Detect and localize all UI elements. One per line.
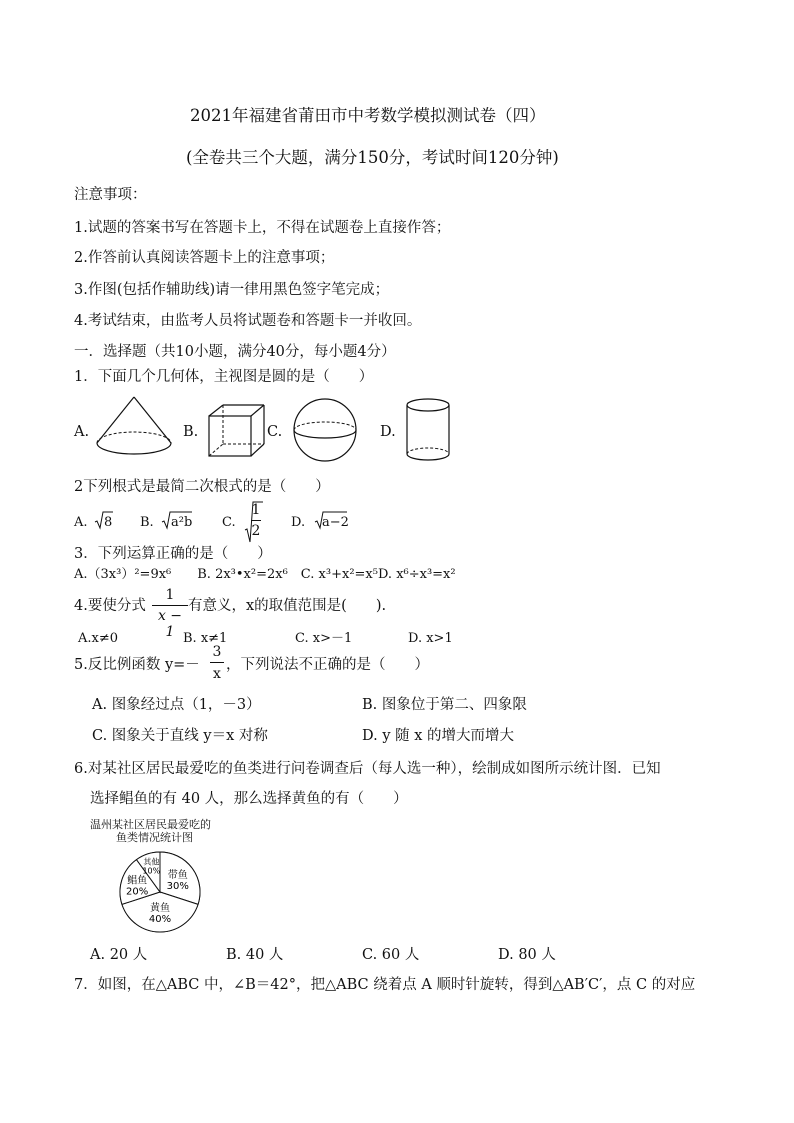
chart-title-line2: 鱼类情况统计图 [116, 831, 193, 844]
q5-option-c: C. 图象关于直线 y＝x 对称 [92, 728, 268, 744]
pie-slice-label: 40% [148, 914, 172, 925]
q4-post: 有意义，x的取值范围是( ). [188, 598, 387, 614]
pie-slice-label: 30% [166, 881, 189, 893]
q5-denominator: x [213, 666, 221, 682]
pie-chart [118, 850, 202, 934]
notes-heading: 注意事项： [74, 187, 147, 203]
q2-option-c-denominator: 2 [251, 523, 261, 539]
q4-option-a: A.x≠0 [78, 631, 119, 646]
q2-option-b-radicand: a²b [171, 515, 193, 530]
q6-option-c: C. 60 人 [362, 947, 420, 963]
note-item: 2.作答前认真阅读答题卡上的注意事项； [74, 250, 335, 266]
cylinder-figure [404, 398, 454, 462]
pie-slice-label: 10% [142, 866, 161, 876]
note-item: 3.作图(包括作辅助线)请一律用黑色签字笔完成； [74, 282, 390, 298]
q1-option-d-label: D. [380, 424, 396, 440]
pie-slice-name: 黄鱼 [150, 903, 170, 914]
q6-stem-line1: 6.对某社区居民最爱吃的鱼类进行问卷调查后（每人选一种），绘制成如图所示统计图．已知 [74, 761, 661, 777]
pie-slice-name: 其他 [143, 857, 160, 867]
q5-pre: 5.反比例函数 y=－ [74, 657, 200, 673]
q2-option-a-radicand: 8 [104, 515, 113, 530]
q2-option-a-label: A. [74, 515, 88, 530]
q6-stem-line2: 选择鲳鱼的有 40 人，那么选择黄鱼的有（ ） [90, 791, 408, 807]
q1-option-b-label: B. [183, 424, 199, 440]
q2-option-c-label: C. [222, 515, 236, 530]
q5-option-b: B. 图象位于第二、四象限 [362, 697, 527, 713]
q4-option-b: B. x≠1 [183, 631, 228, 646]
pie-slice-label: 20% [126, 886, 149, 898]
page-title: 2021年福建省莆田市中考数学模拟测试卷（四） [190, 106, 546, 125]
q4-pre: 4.要使分式 [74, 598, 146, 614]
pie-slice-name: 带鱼 [167, 870, 188, 882]
q5-numerator: 3 [212, 644, 222, 660]
q3-stem: 3．下列运算正确的是（ ） [74, 546, 272, 562]
note-item: 1.试题的答案书写在答题卡上，不得在试题卷上直接作答； [74, 220, 451, 236]
q1-stem: 1．下面几个几何体，主视图是圆的是（ ） [74, 369, 374, 385]
q3-options: A.（3x³）²=9x⁶ B. 2x³•x²=2x⁶ C. x³+x²=x⁵D. x⁶÷x³=x² [74, 567, 456, 582]
q5-post: ，下列说法不正确的是（ ） [226, 657, 429, 673]
chart-title-line1: 温州某社区居民最爱吃的 [90, 818, 211, 831]
q5-option-d: D. y 随 x 的增大而增大 [362, 728, 515, 744]
section-heading: 一．选择题（共10小题，满分40分，每小题4分） [74, 344, 396, 360]
q4-option-c: C. x>－1 [295, 631, 353, 646]
q2-option-c-numerator: 1 [251, 502, 261, 518]
q5-option-a: A. 图象经过点（1，－3） [92, 697, 261, 713]
cube-figure [207, 404, 267, 458]
q4-numerator: 1 [165, 587, 175, 603]
q6-option-b: B. 40 人 [226, 947, 284, 963]
page-subtitle: (全卷共三个大题，满分150分，考试时间120分钟) [186, 148, 559, 167]
q2-option-d-label: D. [291, 515, 306, 530]
q6-option-a: A. 20 人 [90, 947, 148, 963]
q2-stem: 2下列根式是最简二次根式的是（ ） [74, 479, 330, 495]
pie-slice-name: 鲳鱼 [127, 875, 148, 887]
q2-option-b-label: B. [140, 515, 154, 530]
fraction-bar [152, 605, 188, 606]
note-item: 4.考试结束，由监考人员将试题卷和答题卡一并收回。 [74, 313, 422, 329]
q4-denominator: x − 1 [157, 608, 183, 640]
q4-option-d: D. x>1 [408, 631, 453, 646]
q1-option-c-label: C. [267, 424, 283, 440]
cone-figure [94, 395, 174, 461]
fraction-bar [210, 662, 224, 663]
sphere-figure [292, 398, 358, 462]
q2-option-d-radicand: a−2 [322, 515, 349, 530]
fraction-bar [251, 520, 261, 521]
q6-option-d: D. 80 人 [498, 947, 556, 963]
q1-option-a-label: A. [74, 424, 90, 440]
q7-stem: 7．如图，在△ABC 中，∠B＝42°，把△ABC 绕着点 A 顺时针旋转，得到△AB′C′，点 C 的对应 [74, 977, 696, 993]
